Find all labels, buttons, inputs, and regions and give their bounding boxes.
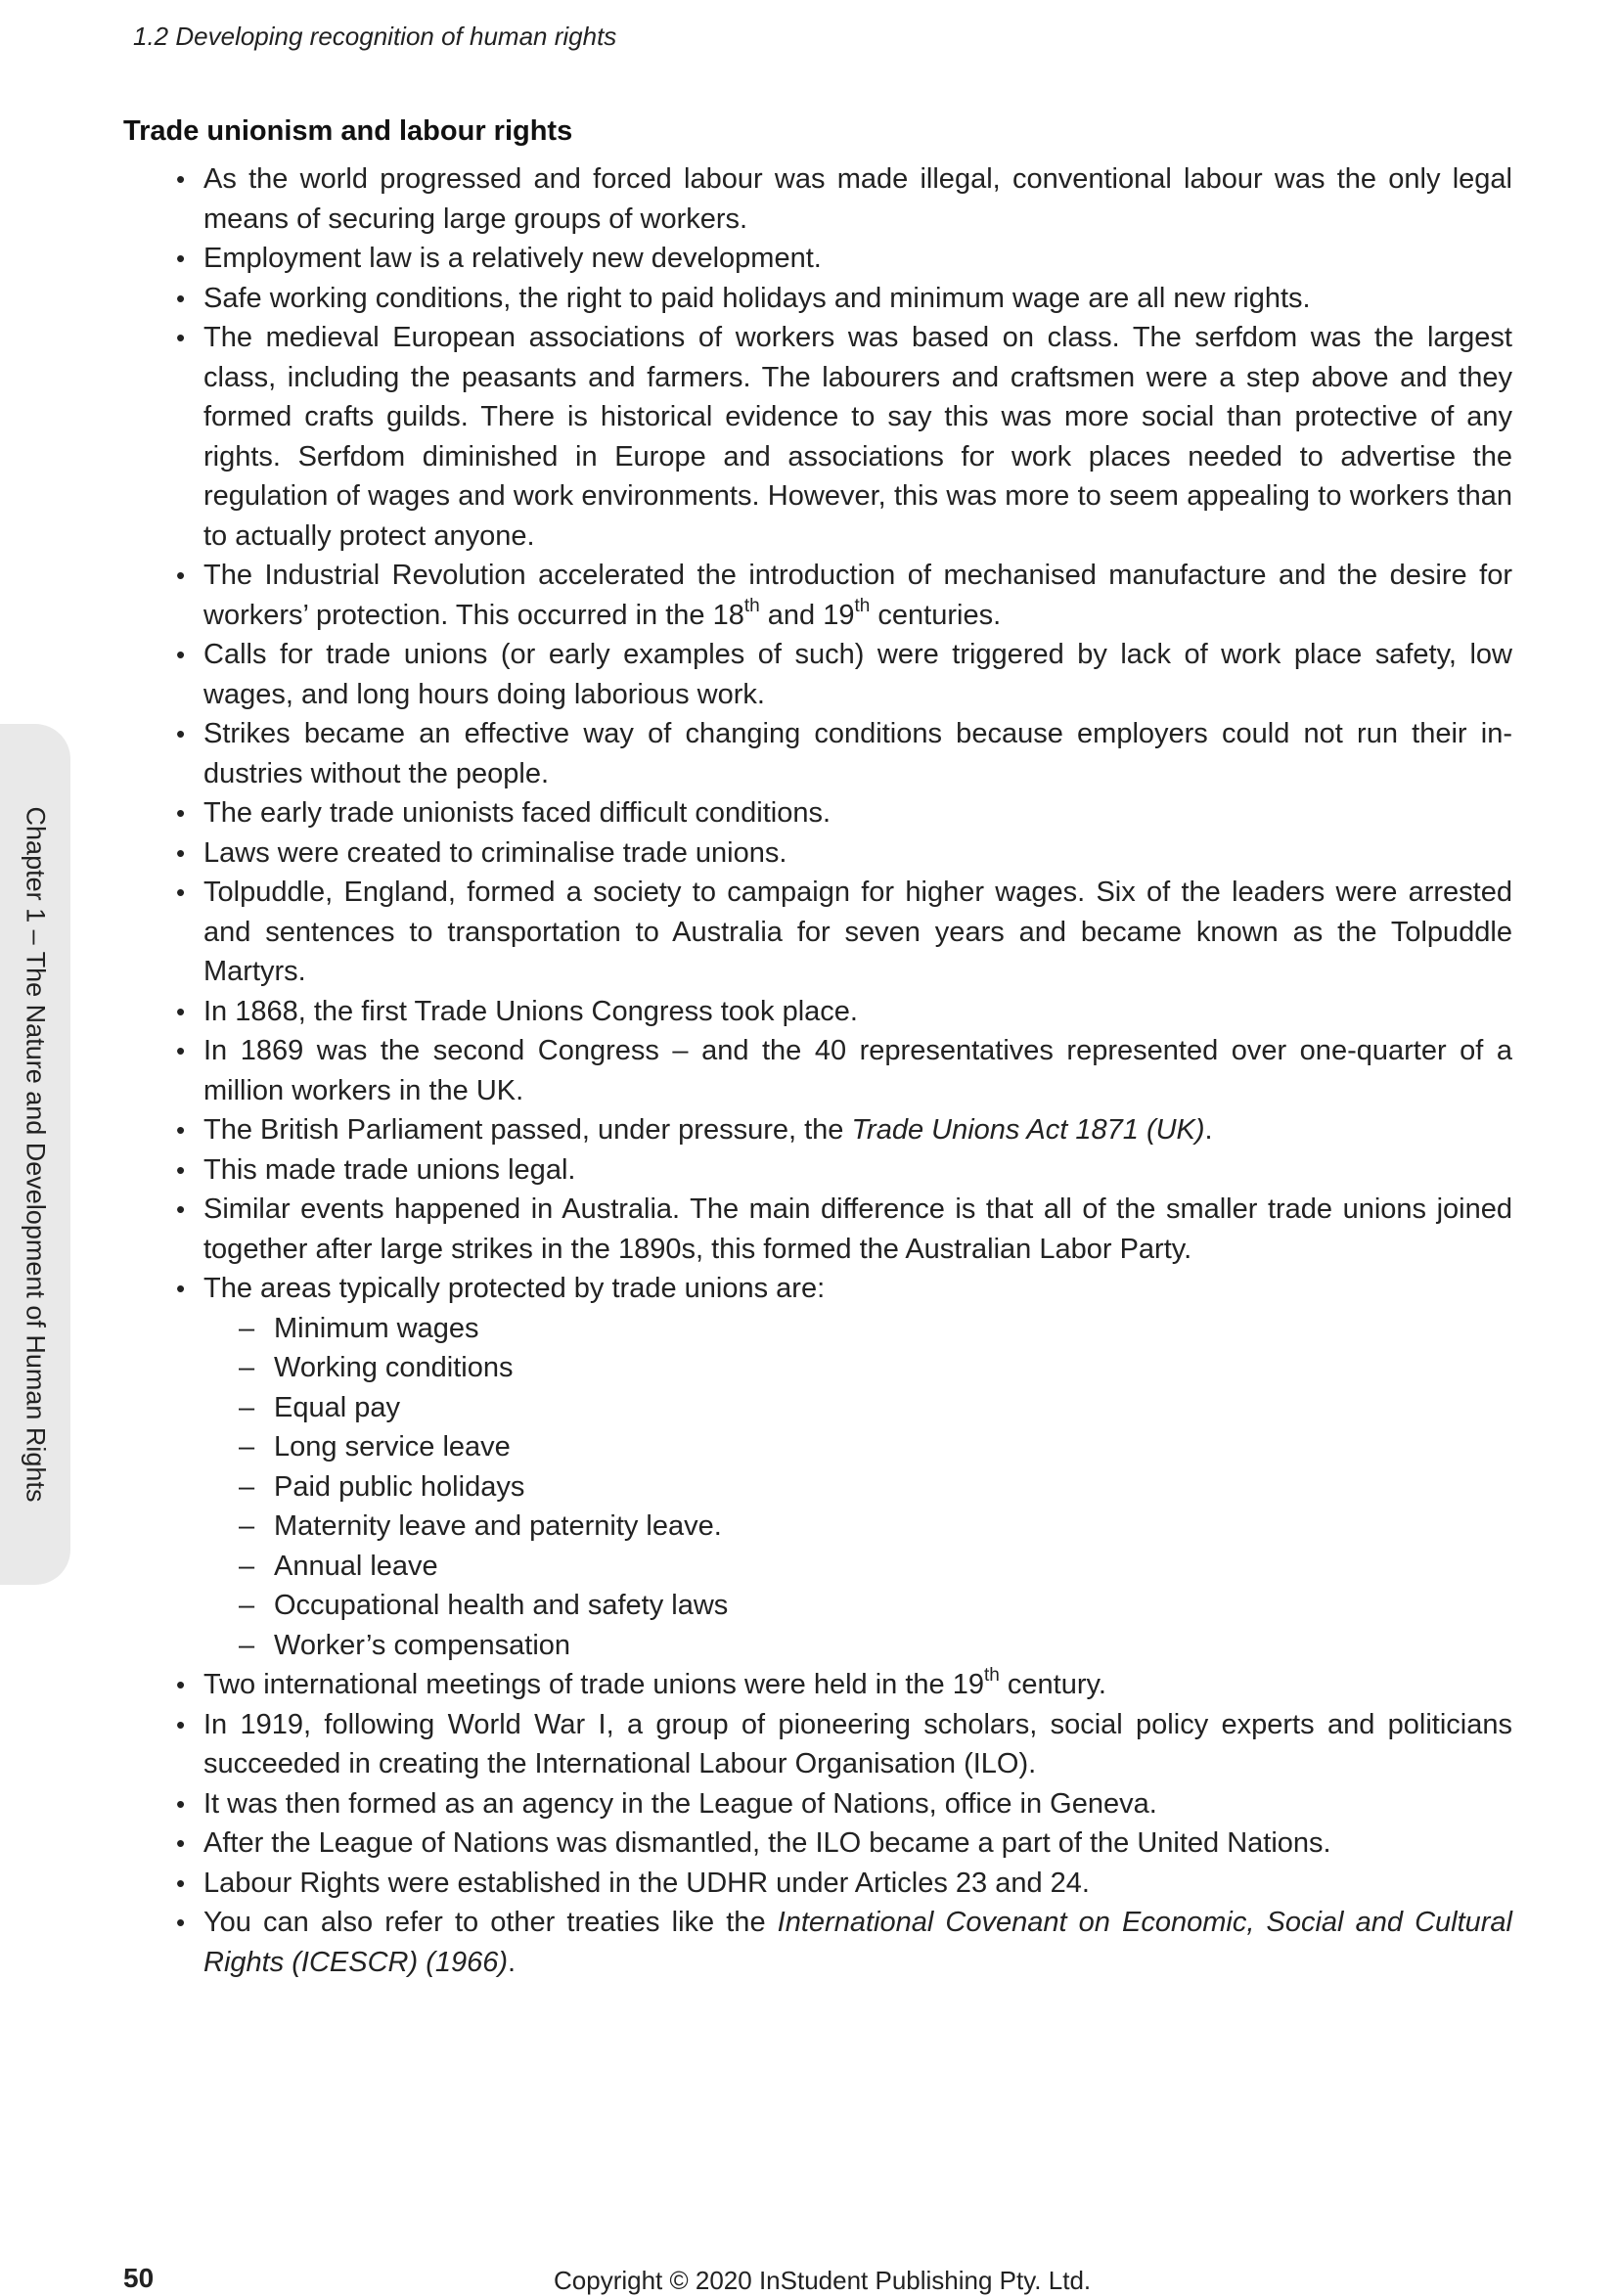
- copyright-notice: Copyright © 2020 InStudent Publishing Pty. Ltd.: [554, 2266, 1092, 2295]
- bullet-list: [123, 159, 1512, 1982]
- treaty-title: International Covenant on Economic, Social and Cultural Rights (ICESCR) (1966): [203, 1907, 1512, 1978]
- item-text: .: [1204, 1114, 1213, 1146]
- sub-list-item: – Working conditions: [203, 1348, 1512, 1388]
- sub-list-item: – Paid public holidays: [203, 1467, 1512, 1508]
- running-header: 1.2 Developing recognition of human rights: [133, 22, 617, 51]
- sub-list-item: – Maternity leave and paternity leave.: [203, 1507, 1512, 1547]
- sub-list-item: – Annual leave: [203, 1547, 1512, 1587]
- list-item: • After the League of Nations was dismantled, the ILO became a part of the United Nations.: [123, 1823, 1512, 1864]
- list-item: [123, 1110, 1512, 1150]
- list-item: [123, 1269, 1512, 1665]
- item-text: The Industrial Revolution accelerated the introduction of mechanised manufacture and the desire for workers’ protection. This occurred in the 18: [203, 560, 1512, 631]
- list-item: [123, 1665, 1512, 1705]
- list-item: • Strikes became an effective way of changing conditions because employers could not run their in-dustries without the people.: [123, 714, 1512, 793]
- item-text: The British Parliament passed, under pressure, the: [203, 1114, 852, 1146]
- list-item: [123, 556, 1512, 635]
- item-text: Two international meetings of trade unions were held in the 19: [203, 1669, 984, 1700]
- sub-list: [203, 1309, 1512, 1666]
- act-title: Trade Unions Act 1871 (UK): [851, 1114, 1205, 1146]
- sub-list-item: – Equal pay: [203, 1388, 1512, 1428]
- sub-list-item: – Occupational health and safety laws: [203, 1586, 1512, 1626]
- sub-list-item: – Long service leave: [203, 1427, 1512, 1467]
- list-item: • In 1869 was the second Congress – and the 40 representatives represented over one-quarter of a million workers in the UK.: [123, 1031, 1512, 1110]
- item-text: and 19: [759, 599, 855, 631]
- sub-list-item: – Worker’s compensation: [203, 1626, 1512, 1666]
- item-text: The areas typically protected by trade unions are:: [203, 1273, 826, 1304]
- sub-list-item: – Minimum wages: [203, 1309, 1512, 1349]
- list-item: • As the world progressed and forced labour was made illegal, conventional labour was the only legal means of securing large groups of workers.: [123, 159, 1512, 239]
- section-title: Trade unionism and labour rights: [123, 115, 573, 147]
- superscript: th: [984, 1665, 1000, 1687]
- list-item: • It was then formed as an agency in the League of Nations, office in Geneva.: [123, 1784, 1512, 1824]
- list-item: • Safe working conditions, the right to paid holidays and minimum wage are all new rights.: [123, 279, 1512, 319]
- page-number: 50: [123, 2263, 155, 2293]
- item-text: You can also refer to other treaties like the: [203, 1907, 778, 1938]
- item-text: century.: [999, 1669, 1106, 1700]
- list-item: • Similar events happened in Australia. The main difference is that all of the smaller trade unions joined together after large strikes in the 1890s, this formed the Australian Labor Party.: [123, 1190, 1512, 1269]
- list-item: • The early trade unionists faced difficult conditions.: [123, 793, 1512, 833]
- superscript: th: [743, 595, 760, 616]
- main-content: [123, 115, 1512, 1982]
- list-item: • In 1919, following World War I, a group of pioneering scholars, social policy experts and politicians succeeded in creating the International Labour Organisation (ILO).: [123, 1705, 1512, 1784]
- chapter-side-tab-label: Chapter 1 – The Nature and Development of Human Rights: [21, 806, 51, 1503]
- list-item: • Labour Rights were established in the UDHR under Articles 23 and 24.: [123, 1864, 1512, 1904]
- list-item: • Tolpuddle, England, formed a society to campaign for higher wages. Six of the leaders were arrested and sentences to transportation to Australia for seven years and became known as the Tolpuddle Martyrs.: [123, 873, 1512, 992]
- list-item: • Employment law is a relatively new development.: [123, 239, 1512, 279]
- item-text: centuries.: [870, 599, 1002, 631]
- list-item: • In 1868, the first Trade Unions Congress took place.: [123, 992, 1512, 1032]
- list-item: • Laws were created to criminalise trade unions.: [123, 833, 1512, 874]
- list-item: [123, 1903, 1512, 1982]
- superscript: th: [854, 595, 871, 616]
- item-text: .: [508, 1946, 517, 1978]
- list-item: • Calls for trade unions (or early examples of such) were triggered by lack of work place safety, low wages, and long hours doing laborious work.: [123, 635, 1512, 714]
- list-item: • The medieval European associations of workers was based on class. The serfdom was the largest class, including the peasants and farmers. The labourers and craftsmen were a step above and they formed crafts guilds. There is historical evidence to say this was more social than protective of any rights. Serfdom diminished in Europe and associations for work places needed to advertise the regulation of wages and work environments. However, this was more to seem appealing to workers than to actually protect anyone.: [123, 318, 1512, 556]
- list-item: • This made trade unions legal.: [123, 1150, 1512, 1191]
